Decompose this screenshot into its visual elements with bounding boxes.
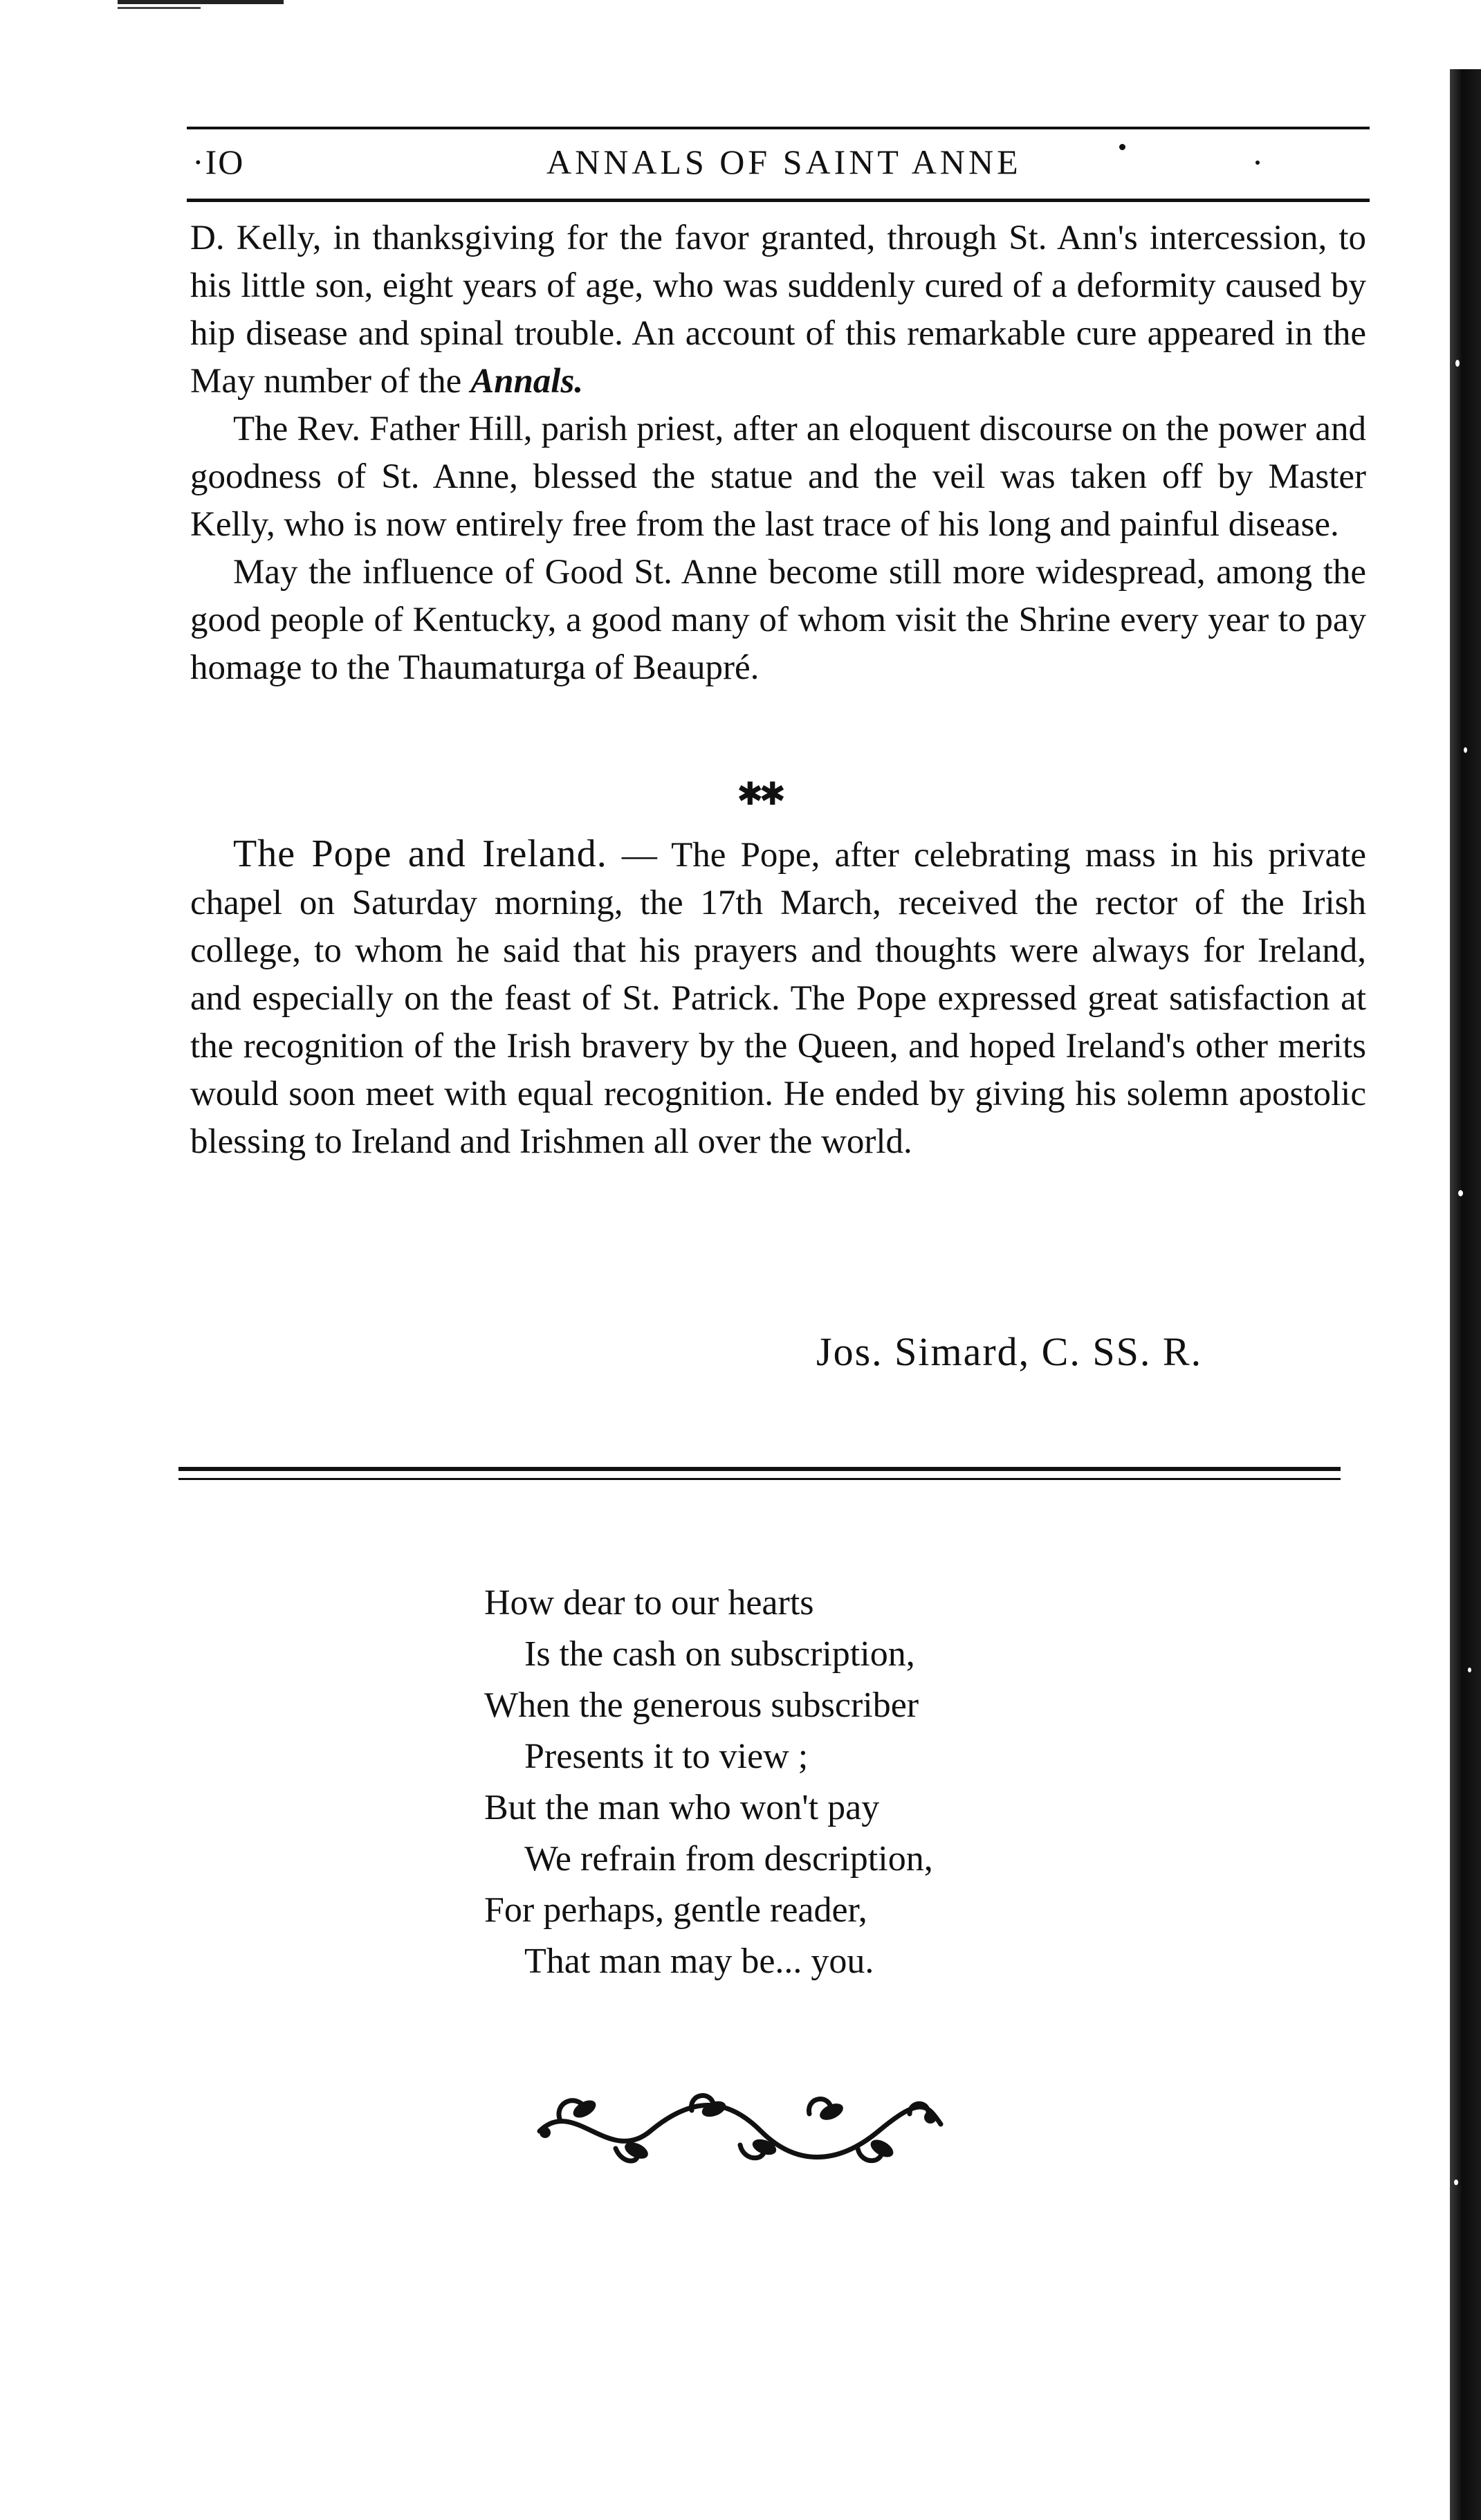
poem-line: For perhaps, gentle reader,: [484, 1890, 867, 1930]
header-dot: [1119, 144, 1125, 150]
poem-line: When the generous subscriber: [484, 1686, 919, 1725]
paragraph-kelly-cure: [190, 214, 1366, 405]
scan-speck: [1458, 1190, 1463, 1196]
section-divider-thick: [178, 1467, 1341, 1471]
paragraph-father-hill: The Rev. Father Hill, parish priest, after an eloquent discourse on the power and goodness of St. Anne, blessed the statue and the veil was taken off by Master Kelly, who is now entirely free from the last trace of his long and painful disease.: [190, 410, 1366, 544]
paragraph-pope-ireland: [190, 830, 1366, 1166]
poem-line: But the man who won't pay: [484, 1788, 880, 1827]
poem-line: That man may be... you.: [524, 1942, 874, 1981]
news-text: — The Pope, after celebrating mass in his private chapel on Saturday morning, the 17th March, received the rector of the Irish college, to whom he said that his prayers and thoughts were always for Ireland, and especially on the feast of St. Patrick. The Pope expressed great satisfaction at the recognition of the Irish bravery by the Queen, and hoped Ireland's other merits would soon meet with equal recognition. He ended by giving his solemn apostolic blessing to Ireland and Irishmen all over the world.: [190, 836, 1367, 1161]
scan-speck: [1468, 1668, 1471, 1672]
running-head: ANNALS OF SAINT ANNE: [546, 143, 1022, 181]
header-dot: [1255, 161, 1260, 165]
annals-italic: Annals.: [470, 362, 584, 401]
paragraph-text: D. Kelly, in thanksgiving for the favor granted, through St. Ann's intercession, to his little son, eight years of age, who was suddenly cured of a deformity caused by hip disease and spinal trouble. An account of this remarkable cure appeared in the May number of the: [190, 219, 1366, 401]
article-body: [190, 214, 1366, 692]
header-rule-bottom: [187, 199, 1370, 202]
scan-speck: [1464, 747, 1467, 753]
section-divider-thin: [178, 1478, 1341, 1480]
poem-line: Presents it to view ;: [524, 1737, 809, 1776]
poem: [484, 1578, 1038, 1987]
section-ornament: ✱✱: [737, 776, 782, 812]
binding-edge: [1450, 69, 1481, 2520]
poem-line: Is the cash on subscription,: [524, 1634, 915, 1674]
page-number: ·IO: [192, 143, 245, 181]
scan-artifact: [118, 7, 201, 9]
news-item: [190, 830, 1366, 1166]
poem-line: We refrain from description,: [524, 1839, 933, 1879]
paragraph-influence: May the influence of Good St. Anne become still more widespread, among the good people of Kentucky, a good many of whom visit the Shrine every year to pay homage to the Thaumaturga of Beaupré.: [190, 553, 1366, 687]
scan-speck: [1455, 360, 1460, 367]
vine-ornament-icon: [533, 2083, 948, 2173]
signature: Jos. Simard, C. SS. R.: [816, 1329, 1203, 1374]
scan-artifact: [118, 0, 284, 4]
header-rule-top: [187, 127, 1370, 129]
poem-line: How dear to our hearts: [484, 1583, 814, 1623]
news-title: The Pope and Ireland.: [233, 832, 607, 875]
scan-speck: [1454, 2180, 1458, 2185]
